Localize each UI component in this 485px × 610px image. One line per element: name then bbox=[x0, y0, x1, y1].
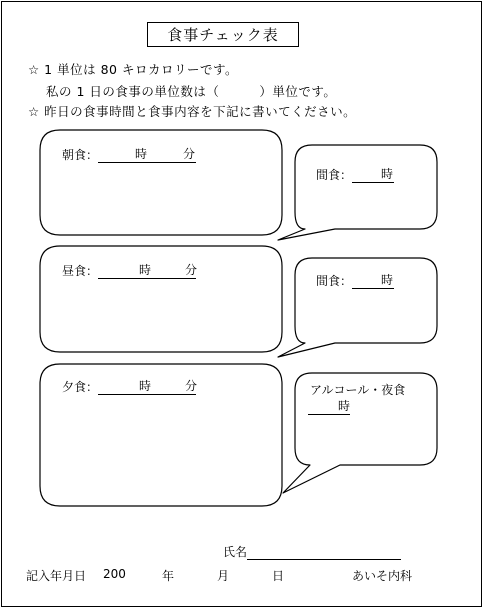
dinner-minute-unit: 分 bbox=[185, 379, 198, 393]
snack1-bubble bbox=[278, 145, 437, 240]
page-title: 食事チェック表 bbox=[147, 22, 299, 47]
breakfast-minute-unit: 分 bbox=[183, 147, 196, 161]
breakfast-time-input[interactable] bbox=[98, 149, 196, 163]
alcohol-time-input[interactable] bbox=[308, 401, 350, 415]
breakfast-hour-unit: 時 bbox=[135, 147, 148, 161]
date-label: 記入年月日 bbox=[26, 569, 87, 583]
snack1-time-input[interactable] bbox=[352, 169, 394, 183]
dinner-label: 夕食： bbox=[62, 380, 99, 394]
lunch-label: 昼食： bbox=[62, 264, 99, 278]
year-unit: 年 bbox=[162, 569, 175, 583]
clinic-name: あいそ内科 bbox=[352, 569, 413, 583]
alcohol-label: アルコール・夜食 bbox=[310, 383, 406, 397]
snack2-hour-unit: 時 bbox=[381, 273, 394, 287]
snack1-hour-unit: 時 bbox=[381, 167, 394, 181]
year-prefix: 200 bbox=[103, 567, 126, 581]
day-unit: 日 bbox=[272, 569, 285, 583]
snack1-time-field bbox=[316, 166, 394, 183]
name-label: 氏名 bbox=[223, 545, 248, 559]
daily-units-suffix: ）単位です。 bbox=[259, 84, 337, 99]
snack2-time-input[interactable] bbox=[352, 275, 394, 289]
dinner-hour-unit: 時 bbox=[139, 379, 152, 393]
dinner-time-field bbox=[62, 378, 196, 395]
breakfast-label: 朝食： bbox=[62, 148, 99, 162]
dinner-time-input[interactable] bbox=[98, 381, 196, 395]
daily-units-prefix: 私の 1 日の食事の単位数は（ bbox=[46, 84, 220, 99]
daily-units-line bbox=[46, 82, 336, 100]
breakfast-time-field bbox=[62, 146, 196, 163]
lunch-hour-unit: 時 bbox=[139, 263, 152, 277]
lunch-time-input[interactable] bbox=[98, 265, 196, 279]
alcohol-hour-unit: 時 bbox=[338, 399, 351, 413]
snack2-label: 間食： bbox=[316, 274, 353, 288]
snack2-time-field bbox=[316, 272, 394, 289]
unit-definition: ☆ 1 単位は 80 キロカロリーです。 bbox=[28, 62, 238, 77]
snack1-label: 間食： bbox=[316, 168, 353, 182]
name-input[interactable] bbox=[247, 546, 401, 560]
alcohol-time-field bbox=[308, 401, 350, 415]
lunch-time-field bbox=[62, 262, 196, 279]
name-field bbox=[223, 543, 401, 560]
lunch-minute-unit: 分 bbox=[185, 263, 198, 277]
month-unit: 月 bbox=[217, 569, 230, 583]
instruction-text: ☆ 昨日の食事時間と食事内容を下記に書いてください。 bbox=[28, 104, 357, 119]
